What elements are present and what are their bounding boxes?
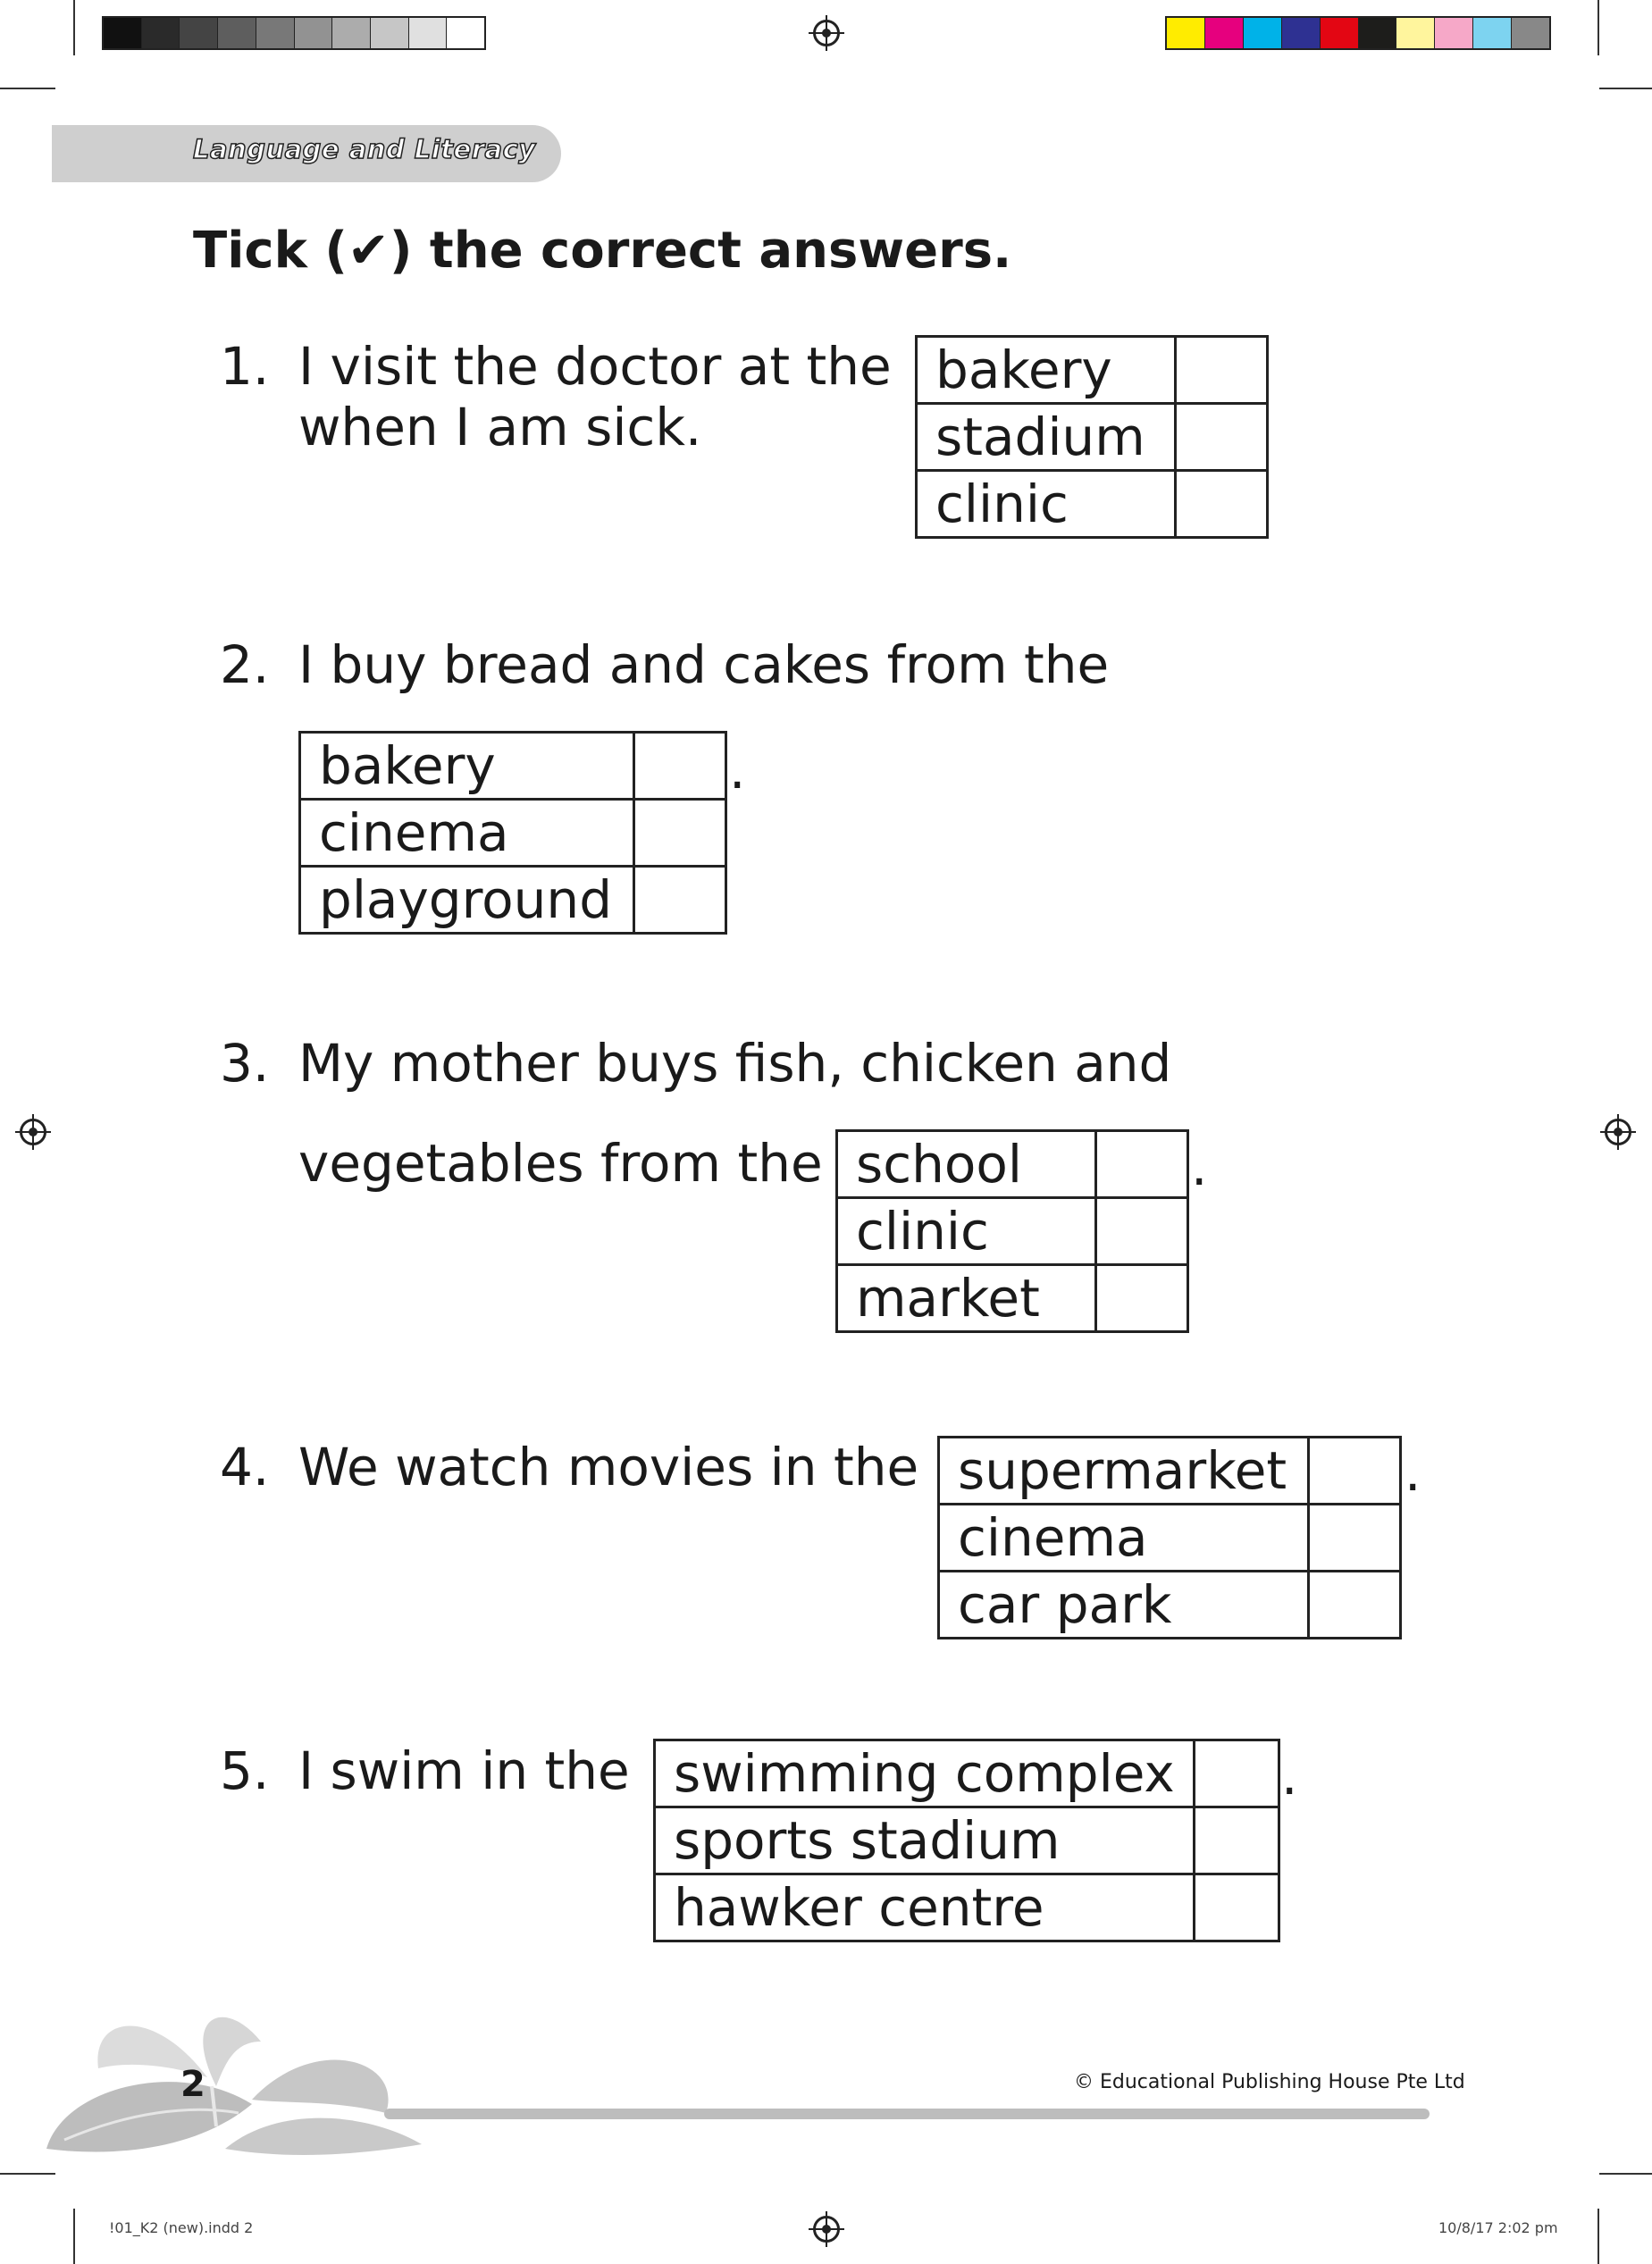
tick-box[interactable] — [1096, 1198, 1188, 1265]
registration-mark-icon — [813, 20, 840, 46]
answer-option-row — [300, 733, 726, 800]
calibration-swatch — [409, 18, 448, 48]
question-text-line: when I am sick. — [298, 397, 702, 457]
section-tab-label: Language and Literacy — [193, 134, 536, 164]
registration-mark-icon — [813, 2216, 840, 2243]
option-label: playground — [300, 867, 634, 934]
tick-box[interactable] — [634, 800, 726, 867]
tick-box[interactable] — [634, 733, 726, 800]
answer-options-table — [835, 1129, 1189, 1333]
option-label: cinema — [939, 1505, 1309, 1572]
question-text-line: My mother buys fish, chicken and — [298, 1033, 1172, 1094]
tick-box[interactable] — [634, 867, 726, 934]
crop-mark — [0, 88, 55, 89]
question-number: 1. — [220, 336, 270, 397]
footer-rule — [384, 2109, 1430, 2119]
answer-options-table — [937, 1436, 1402, 1639]
option-label: hawker centre — [655, 1874, 1195, 1941]
option-label: car park — [939, 1572, 1309, 1639]
leaves-illustration-icon — [46, 1979, 422, 2158]
crop-mark — [1597, 2209, 1599, 2264]
print-slug-datetime: 10/8/17 2:02 pm — [1438, 2219, 1558, 2236]
option-label: cinema — [300, 800, 634, 867]
calibration-swatch — [447, 18, 484, 48]
answer-options-table — [298, 731, 727, 935]
calibration-swatch — [1396, 18, 1435, 48]
option-label: swimming complex — [655, 1740, 1195, 1807]
tick-box[interactable] — [1309, 1572, 1401, 1639]
answer-options-table — [653, 1739, 1280, 1942]
copyright-notice: © Educational Publishing House Pte Ltd — [1074, 2071, 1465, 2093]
tick-box[interactable] — [1176, 404, 1268, 471]
answer-option-row — [939, 1572, 1401, 1639]
crop-mark — [1599, 88, 1652, 89]
registration-mark-icon — [20, 1119, 46, 1145]
calibration-swatch — [1512, 18, 1549, 48]
calibration-swatch — [295, 18, 333, 48]
calibration-swatch — [1435, 18, 1473, 48]
answer-option-row — [300, 867, 726, 934]
answer-options-table — [915, 335, 1269, 539]
answer-option-row — [917, 471, 1268, 538]
calibration-swatch — [332, 18, 371, 48]
sentence-end-period: . — [729, 740, 746, 801]
question-number: 4. — [220, 1437, 270, 1497]
option-label: market — [837, 1265, 1096, 1332]
answer-option-row — [917, 404, 1268, 471]
answer-option-row — [655, 1740, 1279, 1807]
question-number: 5. — [220, 1740, 270, 1801]
calibration-swatch — [1244, 18, 1282, 48]
option-label: clinic — [917, 471, 1176, 538]
calibration-swatch — [1167, 18, 1205, 48]
option-label: stadium — [917, 404, 1176, 471]
tick-box[interactable] — [1194, 1740, 1279, 1807]
question-text-line: I buy bread and cakes from the — [298, 634, 1110, 695]
question-text-line: I swim in the — [298, 1740, 630, 1801]
answer-option-row — [939, 1505, 1401, 1572]
instruction-heading: Tick (✔) the correct answers. — [193, 222, 1012, 280]
question-text-line: I visit the doctor at the — [298, 336, 892, 397]
calibration-swatch — [218, 18, 256, 48]
question-text-line: vegetables from the — [298, 1133, 823, 1194]
option-label: school — [837, 1131, 1096, 1198]
calibration-swatch — [1321, 18, 1359, 48]
calibration-swatch — [371, 18, 409, 48]
tick-box[interactable] — [1176, 471, 1268, 538]
answer-option-row — [655, 1874, 1279, 1941]
tick-box[interactable] — [1194, 1807, 1279, 1874]
tick-box[interactable] — [1309, 1438, 1401, 1505]
option-label: bakery — [300, 733, 634, 800]
question-number: 3. — [220, 1033, 270, 1094]
question-text-line: We watch movies in the — [298, 1437, 919, 1497]
answer-option-row — [300, 800, 726, 867]
answer-option-row — [837, 1131, 1188, 1198]
answer-option-row — [837, 1265, 1188, 1332]
print-slug-filename: !01_K2 (new).indd 2 — [109, 2219, 254, 2236]
tick-box[interactable] — [1176, 337, 1268, 404]
answer-option-row — [837, 1198, 1188, 1265]
option-label: clinic — [837, 1198, 1096, 1265]
tick-box[interactable] — [1194, 1874, 1279, 1941]
answer-option-row — [655, 1807, 1279, 1874]
registration-mark-icon — [1605, 1119, 1631, 1145]
calibration-swatch — [1282, 18, 1321, 48]
calibration-swatch — [142, 18, 180, 48]
option-label: sports stadium — [655, 1807, 1195, 1874]
crop-mark — [1597, 0, 1599, 55]
calibration-swatch — [1205, 18, 1244, 48]
option-label: bakery — [917, 337, 1176, 404]
sentence-end-period: . — [1191, 1136, 1208, 1197]
grayscale-calibration-bar — [102, 16, 486, 50]
question-number: 2. — [220, 634, 270, 695]
color-calibration-bar — [1165, 16, 1551, 50]
sentence-end-period: . — [1405, 1442, 1421, 1503]
crop-mark — [73, 0, 75, 55]
answer-option-row — [917, 337, 1268, 404]
calibration-swatch — [1473, 18, 1512, 48]
calibration-swatch — [1359, 18, 1397, 48]
answer-option-row — [939, 1438, 1401, 1505]
option-label: supermarket — [939, 1438, 1309, 1505]
calibration-swatch — [104, 18, 142, 48]
page-number: 2 — [180, 2064, 205, 2105]
calibration-swatch — [180, 18, 218, 48]
tick-box[interactable] — [1309, 1505, 1401, 1572]
crop-mark — [0, 2173, 55, 2175]
crop-mark — [73, 2209, 75, 2264]
crop-mark — [1599, 2173, 1652, 2175]
tick-box[interactable] — [1096, 1131, 1188, 1198]
tick-box[interactable] — [1096, 1265, 1188, 1332]
calibration-swatch — [256, 18, 295, 48]
sentence-end-period: . — [1281, 1746, 1298, 1807]
